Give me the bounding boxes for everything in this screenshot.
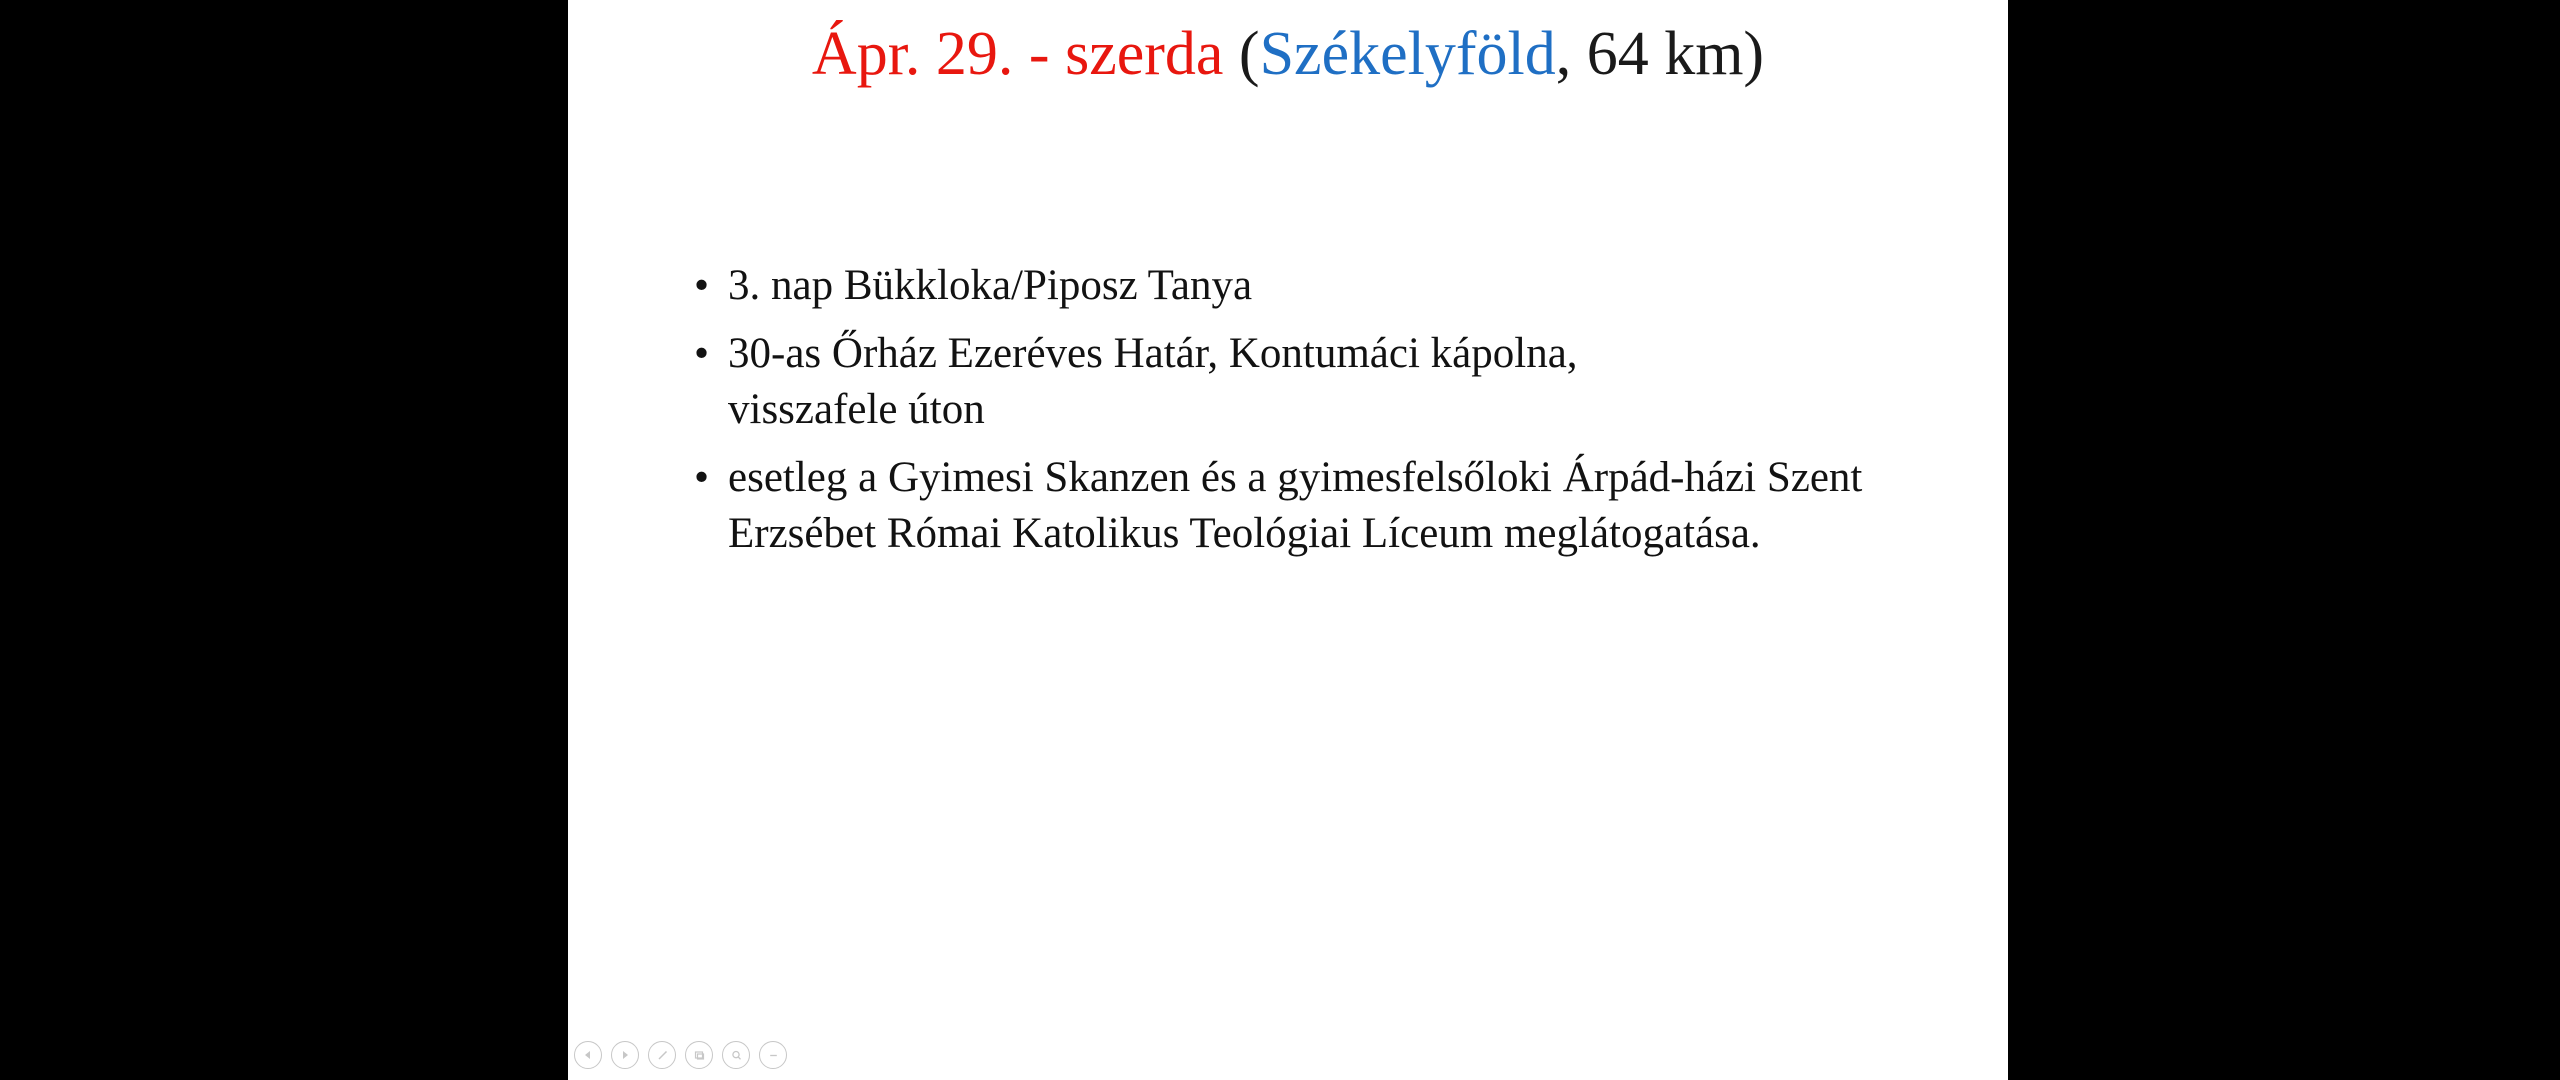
bullet-glyph: • (694, 262, 710, 309)
slide-bullet-list (656, 258, 1956, 573)
slide-title-distance: , 64 km) (1555, 20, 1765, 88)
list-item (656, 258, 1956, 314)
more-icon[interactable] (759, 1041, 787, 1069)
pen-icon[interactable] (648, 1041, 676, 1069)
bullet-glyph: • (694, 453, 710, 501)
slide-title (628, 18, 1948, 91)
next-icon[interactable] (611, 1041, 639, 1069)
previous-icon[interactable] (574, 1041, 602, 1069)
list-item-text: esetleg a Gyimesi Skanzen és a gyimesfelsőloki Árpád-házi Szent Erzsébet Római Katolikus Teológiai Líceum meglátogatása. (728, 453, 1863, 557)
slide-title-region: Székelyföld (1259, 20, 1556, 88)
slide-title-date: Ápr. 29. - szerda (811, 20, 1224, 88)
slide-title-open-paren: ( (1223, 20, 1260, 88)
slide-canvas (568, 0, 2008, 1080)
slides-icon[interactable] (685, 1041, 713, 1069)
bullet-glyph: • (694, 329, 710, 377)
list-item (656, 326, 1956, 438)
slideshow-toolbar[interactable] (568, 1038, 804, 1072)
list-item (656, 450, 1956, 562)
list-item-text: 30-as Őrház Ezeréves Határ, Kontumáci kápolna, visszafele úton (728, 329, 1578, 433)
list-item-text: 3. nap Bükkloka/Piposz Tanya (728, 262, 1253, 309)
zoom-icon[interactable] (722, 1041, 750, 1069)
